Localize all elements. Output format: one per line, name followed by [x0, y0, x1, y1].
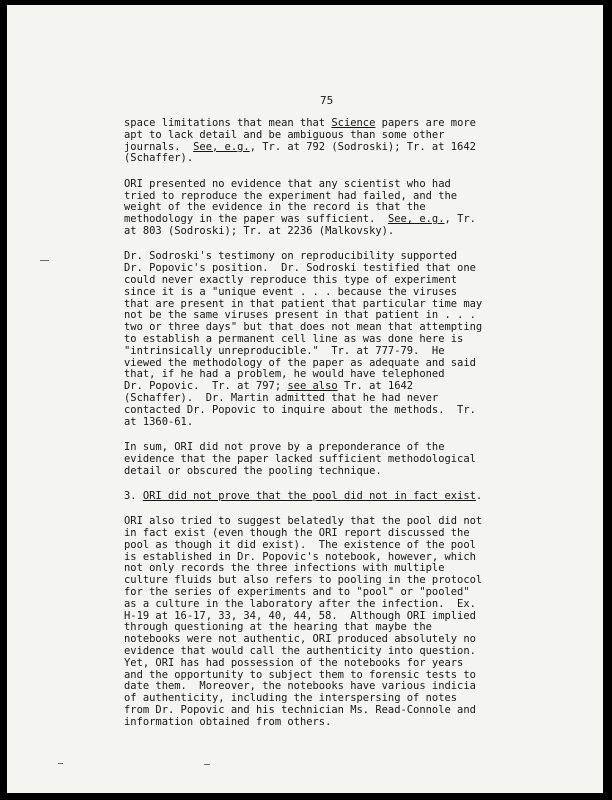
paragraph: [124, 179, 534, 238]
document-page: [7, 5, 603, 793]
text-run: .: [475, 489, 483, 502]
text-run: is established in Dr. Popovic's notebook, however, which: [124, 550, 476, 563]
text-run: not be the same viruses present in that patient in . . .: [124, 309, 476, 322]
text-run: that, if he had a problem, he would have telephoned: [124, 368, 445, 381]
text-line: [124, 717, 534, 729]
underlined-text: See, e.g.: [193, 140, 250, 153]
scan-mark: [58, 763, 63, 764]
text-run: In sum, ORI did not prove by a preponderance of the: [124, 440, 445, 453]
text-run: evidence that the paper lacked sufficient methodological: [124, 452, 476, 465]
text-run: two or three days" but that does not mean that attempting: [124, 321, 483, 334]
text-line: [124, 153, 534, 165]
text-run: , Tr.: [444, 213, 476, 226]
text-run: papers are more: [375, 117, 476, 129]
scan-mark: [40, 260, 49, 261]
underlined-text: ORI did not prove that the pool did not in fact exist: [142, 489, 476, 502]
text-run: Tr. at 1642: [337, 380, 414, 393]
text-run: to establish a permanent cell line as was done here is: [124, 332, 464, 345]
paragraph: [124, 442, 534, 477]
text-line: [124, 417, 534, 429]
text-run: through questioning at the hearing that maybe the: [124, 621, 432, 634]
text-run: Dr. Popovic's position. Dr. Sodroski testified that one: [124, 262, 476, 275]
text-run: not only records the three infections with multiple: [124, 562, 445, 575]
text-run: for the series of experiments and to "pool" or "pooled": [124, 586, 470, 599]
underlined-text: See, e.g.: [387, 213, 445, 226]
text-run: notebooks were not authentic, ORI produced absolutely no: [124, 633, 476, 646]
body-text: [124, 118, 534, 742]
text-run: detail or obscured the pooling technique.: [124, 464, 382, 477]
paragraph: [124, 251, 534, 428]
scan-mark: [204, 764, 210, 765]
text-run: ORI presented no evidence that any scientist who had: [124, 177, 451, 190]
text-run: of authenticity, including the interspersing of notes: [124, 692, 458, 705]
text-run: since it is a "unique event . . . because the viruses: [124, 285, 458, 298]
text-run: 3.: [124, 489, 143, 502]
text-run: from Dr. Popovic and his technician Ms. Read-Connole and: [124, 704, 476, 717]
paragraph: [124, 491, 534, 503]
text-run: information obtained from others.: [124, 715, 332, 728]
text-run: contacted Dr. Popovic to inquire about the methods. Tr.: [124, 403, 476, 416]
text-run: in fact exist (even though the ORI report discussed the: [124, 527, 470, 540]
text-run: and the opportunity to subject them to forensic tests to: [124, 668, 476, 681]
page-number: 75: [320, 94, 334, 107]
text-run: at 1360-61.: [124, 415, 194, 428]
text-run: as a culture in the laboratory after the infection. Ex.: [124, 597, 476, 610]
text-run: that are present in that patient that particular time may: [124, 297, 483, 310]
underlined-text: see also: [287, 380, 338, 393]
text-run: (Schaffer).: [124, 152, 194, 165]
text-run: pool as though it did exist). The existence of the pool: [124, 538, 476, 551]
text-line: [124, 466, 534, 478]
text-run: tried to reproduce the experiment had failed, and the: [124, 189, 458, 202]
text-run: apt to lack detail and be ambiguous than some other: [124, 128, 445, 141]
text-line: [124, 226, 534, 238]
paragraph: [124, 516, 534, 728]
text-run: evidence that would call the authenticity into question.: [124, 645, 476, 658]
text-run: at 803 (Sodroski); Tr. at 2236 (Malkovsky).: [124, 224, 395, 237]
text-run: date them. Moreover, the notebooks have various indicia: [124, 680, 476, 693]
text-run: viewed the methodology of the paper as adequate and said: [124, 356, 476, 369]
text-run: journals.: [124, 140, 194, 153]
text-run: "intrinsically unreproducible." Tr. at 777-79. He: [124, 344, 445, 357]
text-run: weight of the evidence in the record is that the: [124, 201, 426, 214]
text-run: could never exactly reproduce this type of experiment: [124, 273, 458, 286]
paragraph: [124, 118, 534, 165]
text-run: H-19 at 16-17, 33, 34, 40, 44, 58. Although ORI implied: [124, 609, 476, 622]
text-run: culture fluids but also refers to pooling in the protocol: [124, 574, 483, 587]
text-run: ORI also tried to suggest belatedly that the pool did not: [124, 515, 483, 528]
text-line: [124, 491, 534, 503]
underlined-text: Science: [331, 117, 376, 129]
text-run: Dr. Sodroski's testimony on reproducibility supported: [124, 250, 458, 263]
text-run: (Schaffer). Dr. Martin admitted that he had never: [124, 391, 439, 404]
text-run: methodology in the paper was sufficient.: [124, 213, 388, 226]
text-run: , Tr. at 792 (Sodroski); Tr. at 1642: [249, 140, 476, 153]
text-run: Yet, ORI has had possession of the notebooks for years: [124, 656, 464, 669]
text-run: space limitations that mean that: [124, 117, 332, 129]
text-run: Dr. Popovic. Tr. at 797;: [124, 380, 288, 393]
